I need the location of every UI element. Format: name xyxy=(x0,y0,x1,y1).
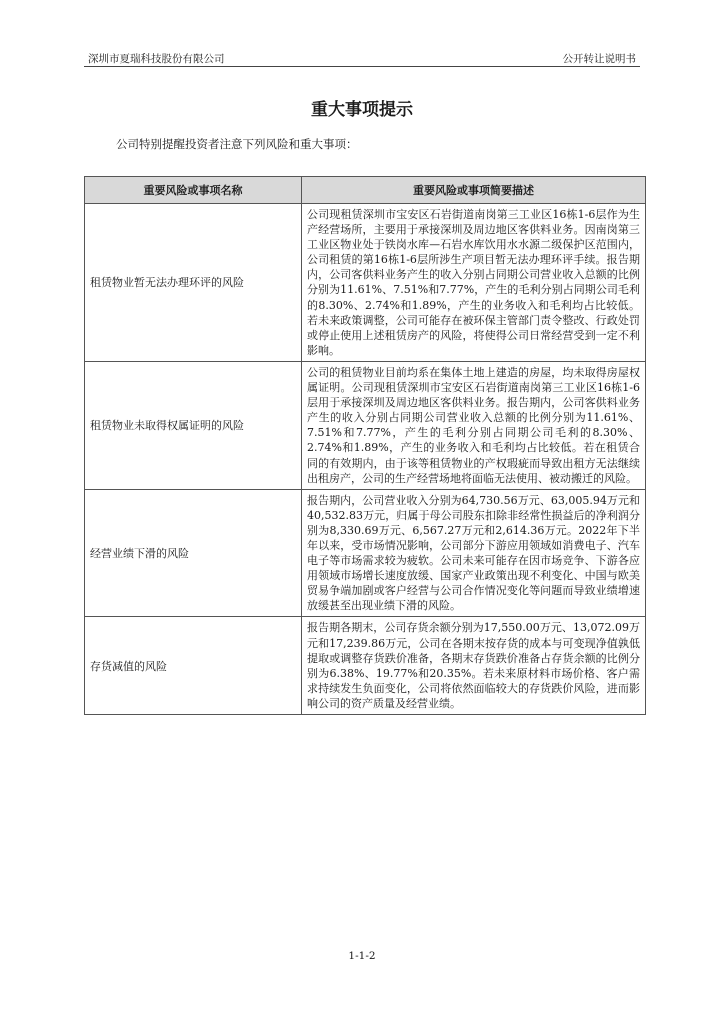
table-row xyxy=(85,489,646,617)
table-row xyxy=(85,617,646,715)
risk-description-cell: 公司的租赁物业目前均系在集体土地上建造的房屋，均未取得房屋权属证明。公司现租赁深圳市宝安区石岩街道南岗第三工业区16栋1-6层用于承接深圳及周边地区客供料业务。报告期内，公司客供料业务产生的收入分别占同期公司营业收入总额的比例分别为11.61%、7.51%和7.77%，产生的毛利分别占同期公司毛利的8.30%、2.74%和1.89%，产生的业务收入和毛利均占比较低。若在租赁合同的有效期内，由于该等租赁物业的产权瑕疵而导致出租方无法继续出租房产，公司的生产经营场地将面临无法使用、被动搬迁的风险。 xyxy=(302,361,646,489)
column-header-risk-name: 重要风险或事项名称 xyxy=(85,177,302,204)
header-divider xyxy=(84,66,640,67)
risk-name-cell: 租赁物业暂无法办理环评的风险 xyxy=(85,204,302,362)
risk-name-cell: 经营业绩下滑的风险 xyxy=(85,489,302,617)
header-company-name: 深圳市夏瑞科技股份有限公司 xyxy=(88,53,225,65)
page-number: 1-1-2 xyxy=(348,950,376,962)
header-document-type: 公开转让说明书 xyxy=(562,53,636,65)
risk-description-cell: 报告期各期末，公司存货余额分别为17,550.00万元、13,072.09万元和17,239.86万元，公司在各期末按存货的成本与可变现净值孰低提取或调整存货跌价准备，各期末存货跌价准备占存货余额的比例分别为6.38%、19.77%和20.35%。若未来原材料市场价格、客户需求持续发生负面变化，公司将依然面临较大的存货跌价风险，进而影响公司的资产质量及经营业绩。 xyxy=(302,617,646,715)
table-header-row xyxy=(85,177,646,204)
risk-description-cell: 报告期内，公司营业收入分别为64,730.56万元、63,005.94万元和40,532.83万元，归属于母公司股东扣除非经常性损益后的净利润分别为8,330.69万元、6,567.27万元和2,614.36万元。2022年下半年以来，受市场情况影响，公司部分下游应用领域如消费电子、汽车电子等市场需求较为疲软。公司未来可能存在因市场竞争、下游各应用领域市场增长速度放缓、国家产业政策出现不利变化、中国与欧美贸易争端加剧或客户经营与公司合作情况变化等问题而导致业绩增速放缓甚至出现业绩下滑的风险。 xyxy=(302,489,646,617)
intro-text: 公司特别提醒投资者注意下列风险和重大事项： xyxy=(116,137,358,151)
table-row xyxy=(85,204,646,362)
risk-name-cell: 存货减值的风险 xyxy=(85,617,302,715)
risk-name-cell: 租赁物业未取得权属证明的风险 xyxy=(85,361,302,489)
column-header-risk-description: 重要风险或事项简要描述 xyxy=(302,177,646,204)
page-title: 重大事项提示 xyxy=(311,100,413,120)
risk-description-cell: 公司现租赁深圳市宝安区石岩街道南岗第三工业区16栋1-6层作为生产经营场所，主要用于承接深圳及周边地区客供料业务。因南岗第三工业区物业处于铁岗水库—石岩水库饮用水水源二级保护区范围内，公司租赁的第16栋1-6层所涉生产项目暂无法办理环评手续。报告期内，公司客供料业务产生的收入分别占同期公司营业收入总额的比例分别为11.61%、7.51%和7.77%，产生的毛利分别占同期公司毛利的8.30%、2.74%和1.89%，产生的业务收入和毛利均占比较低。若未来政策调整，公司可能存在被环保主管部门责令整改、行政处罚或停止使用上述租赁房产的风险，将使得公司日常经营受到一定不利影响。 xyxy=(302,204,646,362)
table-row xyxy=(85,361,646,489)
risk-table xyxy=(84,176,646,715)
